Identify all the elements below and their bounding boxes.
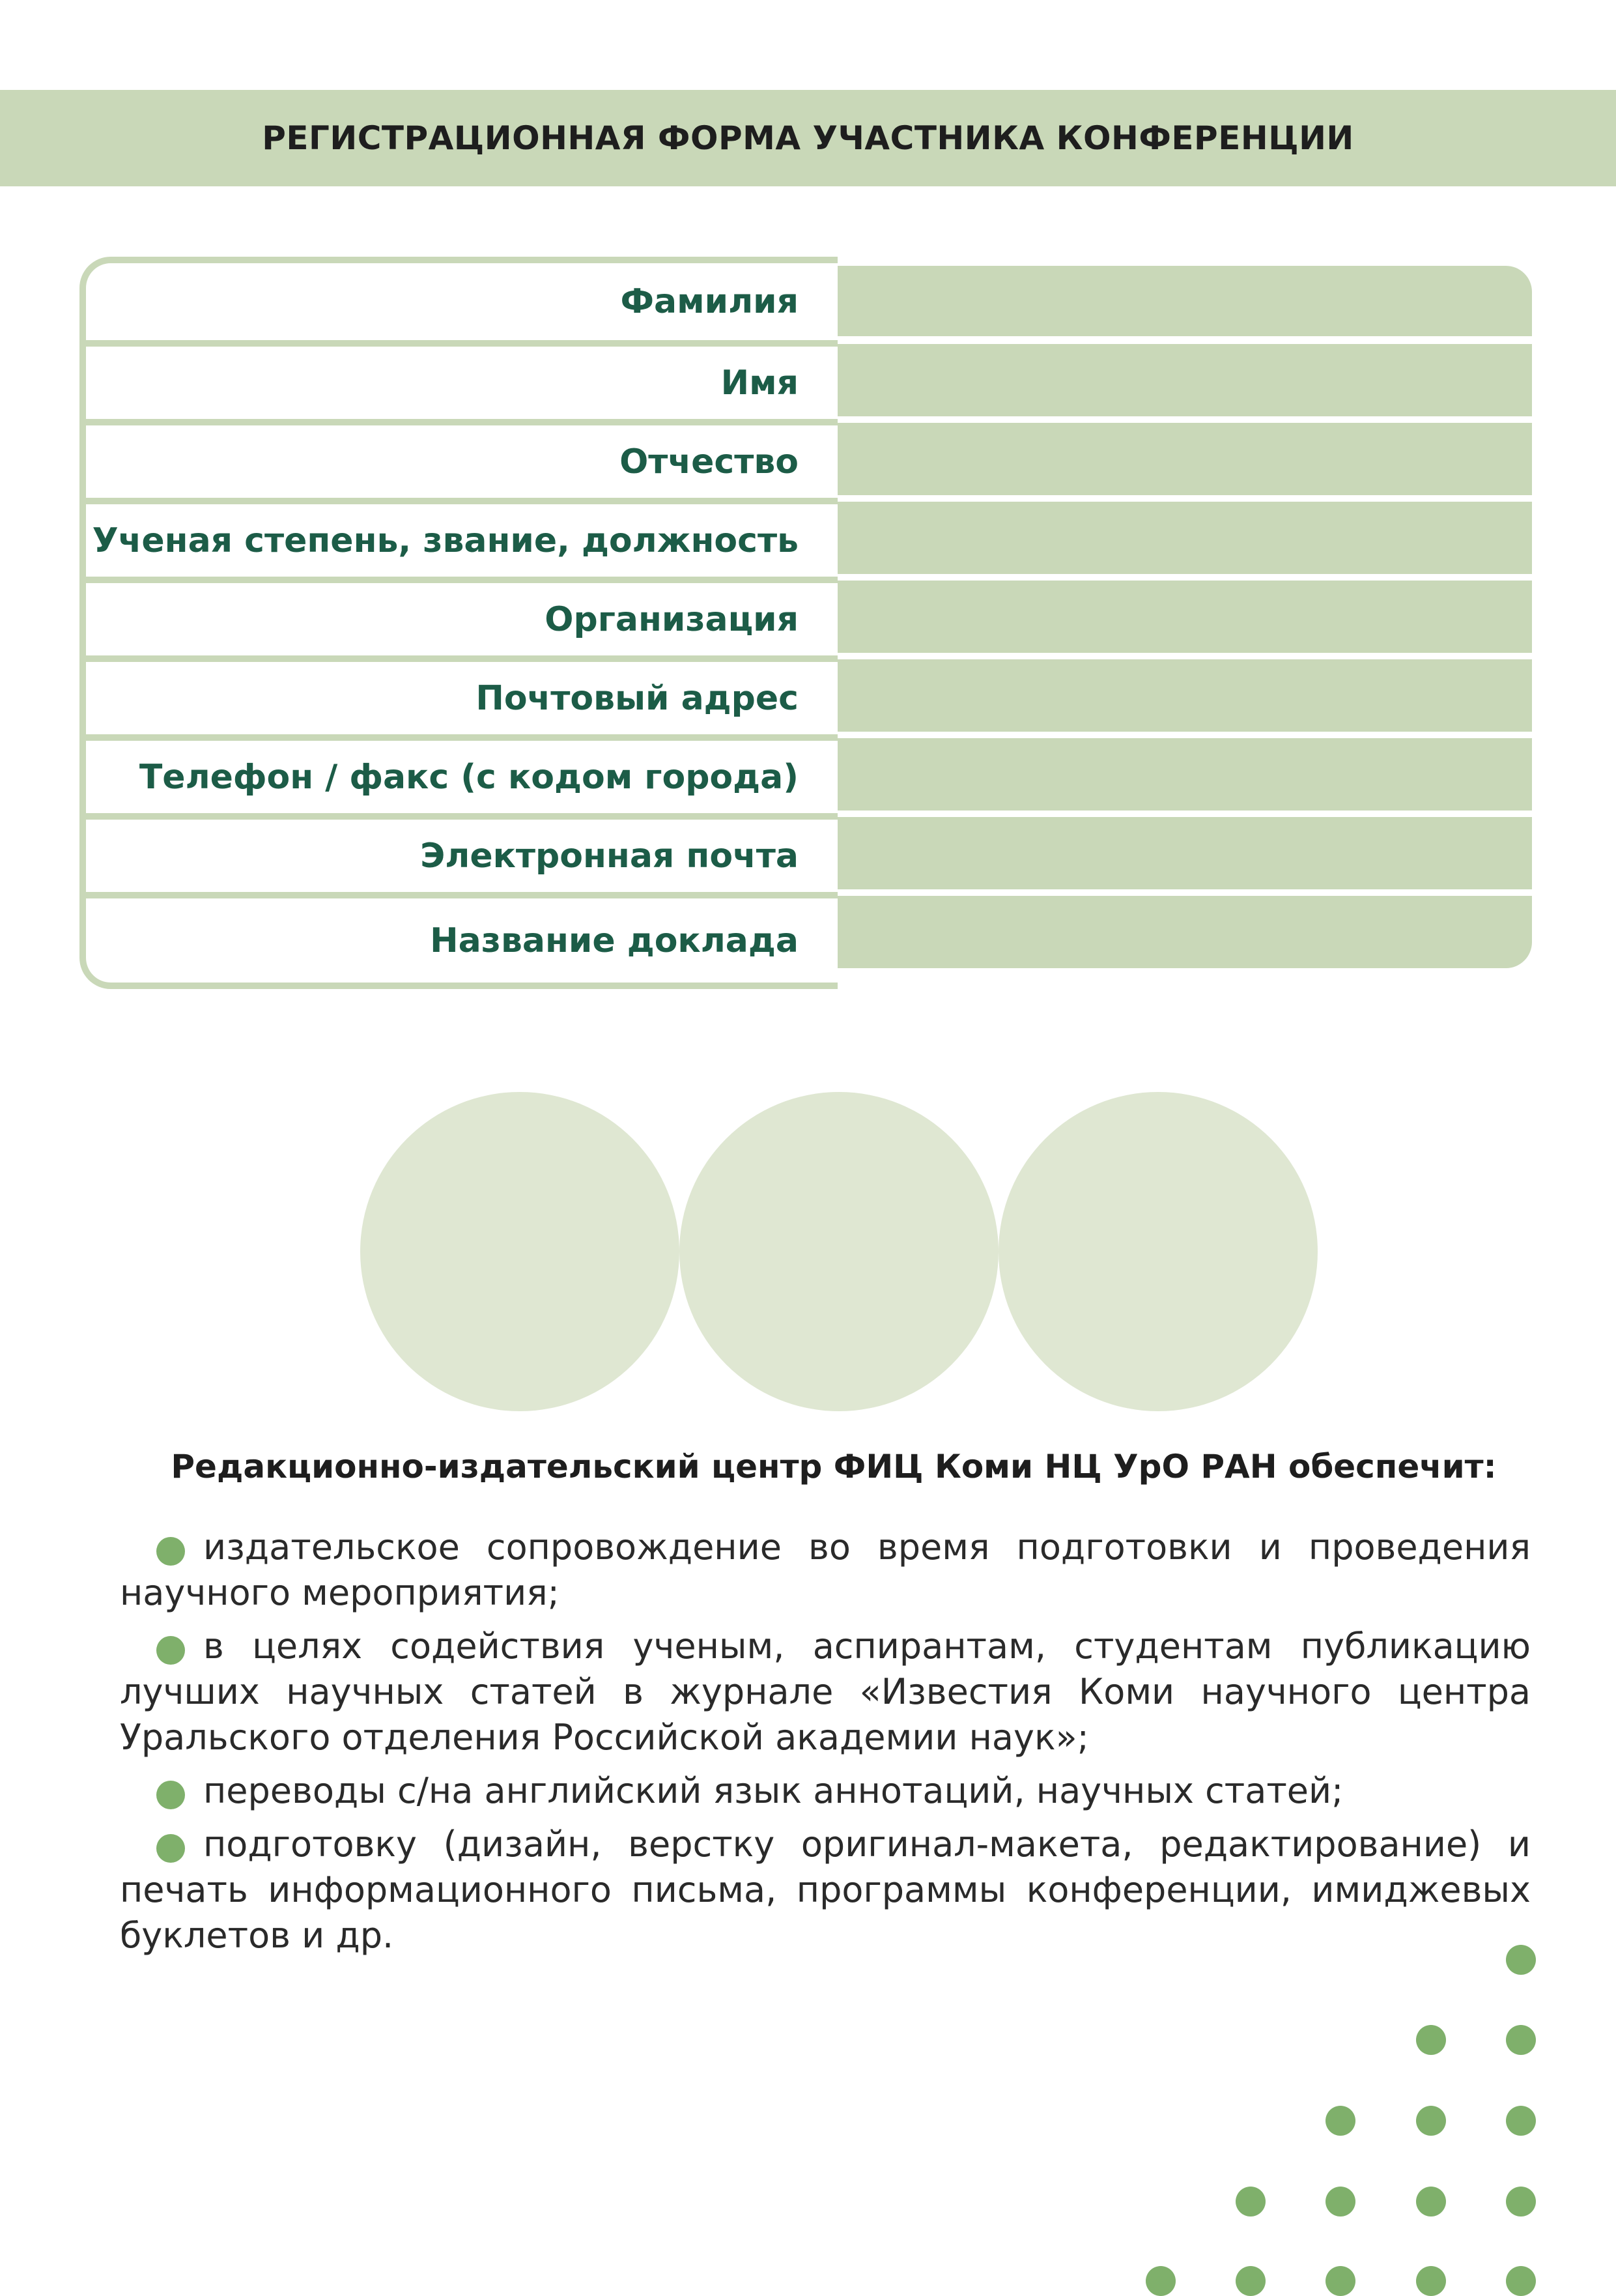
decorative-dot xyxy=(1506,2266,1536,2296)
field-label-postal-address: Почтовый адрес xyxy=(475,678,799,718)
decorative-dot xyxy=(1506,1945,1536,1975)
decorative-dot xyxy=(1236,2266,1266,2296)
field-label-email: Электронная почта xyxy=(420,836,799,876)
degree-field[interactable] xyxy=(838,502,1532,574)
list-item-text: переводы с/на английский язык аннотаций, научных статей; xyxy=(203,1770,1344,1811)
field-label-name: Имя xyxy=(720,363,799,403)
decorative-dot xyxy=(1416,2025,1446,2055)
info-list xyxy=(120,1525,1531,1966)
form-labels-column xyxy=(79,257,838,989)
name-field[interactable] xyxy=(838,344,1532,416)
decorative-dot xyxy=(1325,2187,1355,2217)
decorative-dot xyxy=(1325,2266,1355,2296)
form-row-postal-address xyxy=(86,655,838,734)
email-field[interactable] xyxy=(838,817,1532,889)
registration-form xyxy=(79,257,1532,989)
postal-address-field[interactable] xyxy=(838,659,1532,732)
bullet-icon xyxy=(156,1636,185,1665)
form-row-degree xyxy=(86,498,838,577)
form-row-name xyxy=(86,340,838,419)
patronymic-field[interactable] xyxy=(838,423,1532,495)
list-item-text: издательское сопровождение во время подготовки и проведения научного мероприятия; xyxy=(120,1527,1531,1613)
decorative-circle xyxy=(999,1092,1318,1411)
list-item xyxy=(120,1624,1531,1760)
bullet-icon xyxy=(156,1834,185,1863)
decorative-dot xyxy=(1416,2106,1446,2136)
report-title-field[interactable] xyxy=(838,896,1532,968)
page-title: РЕГИСТРАЦИОННАЯ ФОРМА УЧАСТНИКА КОНФЕРЕНЦИИ xyxy=(262,119,1354,157)
form-row-surname xyxy=(86,263,838,340)
list-item xyxy=(120,1525,1531,1616)
field-label-degree: Ученая степень, звание, должность xyxy=(92,521,799,560)
info-heading: Редакционно-издательский центр ФИЦ Коми НЦ УрО РАН обеспечит: xyxy=(171,1448,1497,1485)
decorative-circle xyxy=(360,1092,679,1411)
field-label-organization: Организация xyxy=(545,599,799,639)
form-row-organization xyxy=(86,577,838,655)
bullet-icon xyxy=(156,1781,185,1809)
list-item-text: в целях содействия ученым, аспирантам, студентам публикацию лучших научных статей в журнале «Известия Коми научного центра Уральского отделения Российской академии наук»; xyxy=(120,1626,1531,1758)
form-row-patronymic xyxy=(86,419,838,498)
organization-field[interactable] xyxy=(838,581,1532,653)
phone-field[interactable] xyxy=(838,738,1532,811)
bullet-icon xyxy=(156,1537,185,1566)
decorative-dot xyxy=(1146,2266,1176,2296)
decorative-circle xyxy=(679,1092,999,1411)
list-item xyxy=(120,1768,1531,1814)
decorative-dot xyxy=(1325,2106,1355,2136)
decorative-dot xyxy=(1236,2187,1266,2217)
surname-field[interactable] xyxy=(838,266,1532,336)
list-item-text: подготовку (дизайн, верстку оригинал-макета, редактирование) и печать информационного письма, программы конференции, имиджевых буклетов и др. xyxy=(120,1824,1531,1956)
decorative-dot xyxy=(1416,2187,1446,2217)
list-item xyxy=(120,1822,1531,1959)
decorative-dot xyxy=(1506,2187,1536,2217)
field-label-patronymic: Отчество xyxy=(619,442,799,481)
field-label-phone: Телефон / факс (с кодом города) xyxy=(139,757,799,797)
decorative-dot xyxy=(1416,2266,1446,2296)
form-row-phone xyxy=(86,734,838,813)
decorative-dot xyxy=(1506,2025,1536,2055)
header-banner xyxy=(0,90,1616,186)
decorative-dot xyxy=(1506,2106,1536,2136)
form-row-report-title xyxy=(86,892,838,983)
field-label-report-title: Название доклада xyxy=(430,921,799,960)
field-label-surname: Фамилия xyxy=(620,282,799,321)
form-row-email xyxy=(86,813,838,892)
